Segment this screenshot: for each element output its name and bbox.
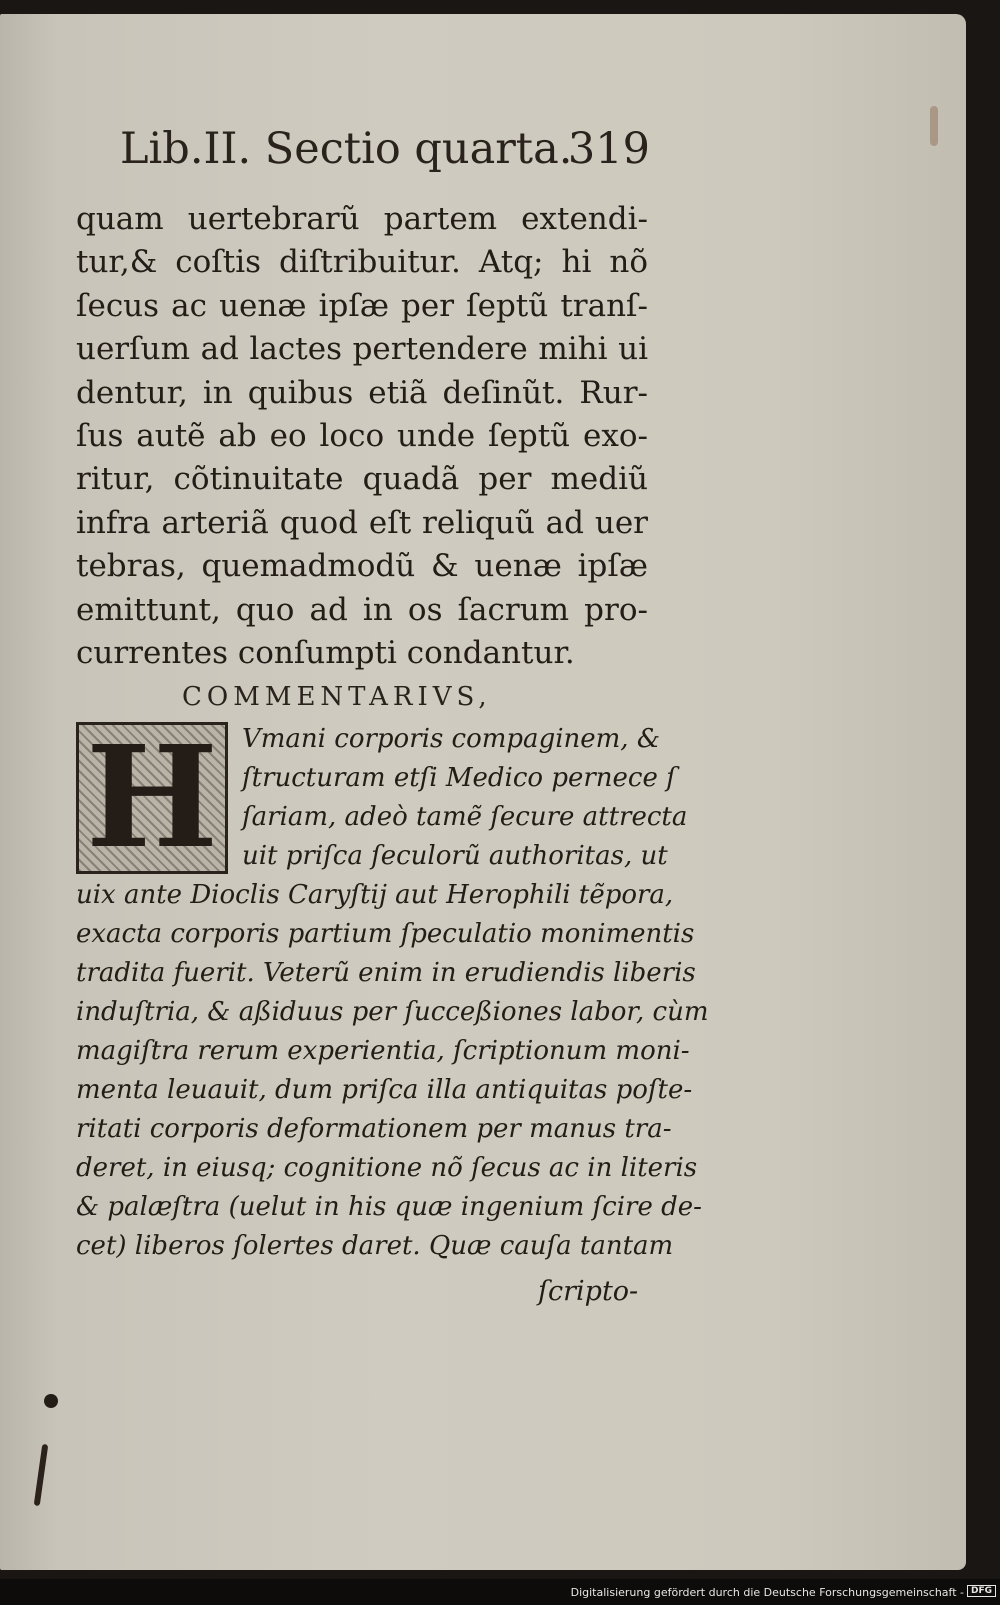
ink-blot <box>44 1394 58 1408</box>
catchword: ſcripto- <box>538 1276 639 1307</box>
commentary-line: menta leuauit, dum priſca illa antiquitas poſte- <box>76 1075 693 1105</box>
text-line: ſecus ac uenæ ipſæ per ſeptũ tranſ- <box>76 287 648 324</box>
page-number: 319 <box>567 124 650 174</box>
running-head-title: Lib.II. Sectio quarta. <box>120 124 573 174</box>
digitization-footer <box>0 1579 1000 1605</box>
commentary-line: ſariam, adeò tamẽ ſecure attrecta <box>242 802 688 832</box>
commentary-line: uit priſca ſeculorũ authoritas, ut <box>242 841 668 871</box>
text-line: dentur, in quibus etiã deſinũt. Rur- <box>76 374 648 411</box>
commentary-line: ſtructuram etſi Medico pernece ſ <box>242 763 676 793</box>
dfg-logo: DFG <box>967 1585 996 1597</box>
commentary-line: cet) liberos ſolertes daret. Quæ cauſa tantam <box>76 1231 674 1261</box>
text-line: quam uertebrarũ partem extendi- <box>76 201 648 237</box>
commentary-line: deret, in eiusq; cognitione nõ ſecus ac in literis <box>76 1153 698 1183</box>
commentary-line: induſtria, & aßiduus per ſucceßiones labor, cùm <box>76 997 709 1027</box>
commentary-line: Vmani corporis compaginem, & <box>242 724 660 754</box>
text-line: uerſum ad lactes pertendere mihi ui <box>76 331 648 368</box>
pen-mark <box>34 1444 49 1506</box>
margin-stain <box>930 106 938 146</box>
commentary-line: uix ante Dioclis Caryſtij aut Herophili tẽpora, <box>76 880 674 910</box>
text-line: emittunt, quo ad in os ſacrum pro- <box>76 591 648 628</box>
text-line: tebras, quemadmodũ & uenæ ipſæ <box>76 548 648 585</box>
commentary-line: magiſtra rerum experientia, ſcriptionum moni- <box>76 1036 690 1066</box>
commentary-line: & palæſtra (uelut in his quæ ingenium ſcire de- <box>76 1192 702 1222</box>
text-line: infra arteriã quod eſt reliquũ ad uer <box>76 504 648 541</box>
book-page <box>0 14 966 1570</box>
commentary-text <box>76 720 709 1266</box>
commentary-line: exacta corporis partium ſpeculatio monimentis <box>76 919 695 949</box>
commentary-heading: COMMENTARIVS, <box>182 682 492 712</box>
text-line: ritur, cõtinuitate quadã per mediũ <box>76 461 648 498</box>
text-line: ſus autẽ ab eo loco unde ſeptũ exo- <box>76 417 648 454</box>
text-line: currentes conſumpti condantur. <box>76 634 575 671</box>
main-text-block <box>76 198 648 675</box>
commentary-line: tradita fuerit. Veterũ enim in erudiendis liberis <box>76 958 696 988</box>
initial-letter: H <box>85 722 219 874</box>
footer-credit: Digitalisierung gefördert durch die Deutsche Forschungsgemeinschaft - <box>570 1586 964 1599</box>
text-line: tur,& coſtis diſtribuitur. Atq; hi nõ <box>76 244 648 281</box>
running-head <box>120 124 650 184</box>
commentary-line: ritati corporis deformationem per manus tra- <box>76 1114 672 1144</box>
